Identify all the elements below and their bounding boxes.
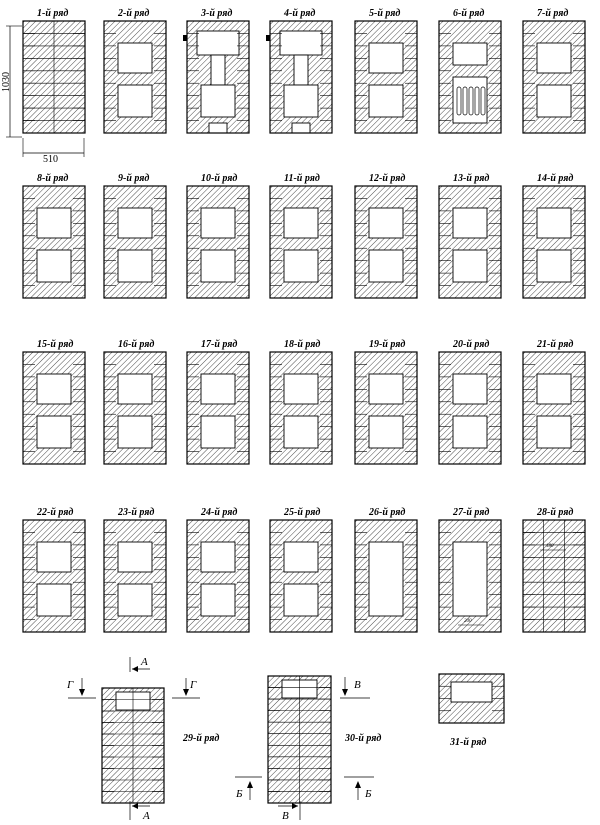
row-diagram xyxy=(355,186,417,298)
row-label: 16-й ряд xyxy=(118,339,155,350)
height-dimension xyxy=(1,26,22,137)
section-mark-a-top xyxy=(130,656,150,672)
row-label: 10-й ряд xyxy=(201,173,238,184)
row-diagram xyxy=(523,186,585,298)
row-diagram xyxy=(439,186,501,298)
row-diagram xyxy=(439,21,501,133)
row-label: 2-й ряд xyxy=(118,8,150,19)
row-label: 1-й ряд xyxy=(37,8,69,19)
row-label: 30-й ряд xyxy=(345,733,382,744)
row-label: 21-й ряд xyxy=(537,339,574,350)
section-mark-b-right xyxy=(344,777,374,800)
section-mark-g-right-label: Г xyxy=(190,679,197,691)
section-mark-g-right xyxy=(172,678,200,698)
row-label: 23-й ряд xyxy=(118,507,155,518)
row-diagram xyxy=(183,21,249,133)
row-diagram xyxy=(270,352,332,464)
row-diagram xyxy=(439,674,504,723)
row-diagram xyxy=(104,520,166,632)
row-diagram xyxy=(23,186,85,298)
section-mark-b-left xyxy=(235,777,262,800)
row-diagram xyxy=(523,520,585,632)
row-diagram xyxy=(187,352,249,464)
width-dimension-label: 510 xyxy=(43,154,58,165)
row-diagram xyxy=(23,352,85,464)
row-diagram xyxy=(268,676,331,803)
row-diagram xyxy=(523,21,585,133)
height-dimension-label: 1030 xyxy=(1,72,12,92)
row-label: 31-й ряд xyxy=(450,737,487,748)
opening-dimension-27-label: 200 xyxy=(464,619,472,624)
row-label: 26-й ряд xyxy=(369,507,406,518)
section-mark-b-left-label: Б xyxy=(236,788,243,800)
row-label: 18-й ряд xyxy=(284,339,321,350)
row-label: 22-й ряд xyxy=(37,507,74,518)
row-label: 20-й ряд xyxy=(453,339,490,350)
row-diagram xyxy=(104,352,166,464)
row-label: 27-й ряд xyxy=(453,507,490,518)
row-diagram xyxy=(23,21,85,133)
section-mark-g-left-label: Г xyxy=(67,679,74,691)
row-diagram xyxy=(355,21,417,133)
row-label: 15-й ряд xyxy=(37,339,74,350)
row-label: 13-й ряд xyxy=(453,173,490,184)
row-label: 8-й ряд xyxy=(37,173,69,184)
row-label: 28-й ряд xyxy=(537,507,574,518)
row-diagrams xyxy=(23,8,585,803)
row-diagram xyxy=(523,352,585,464)
row-diagram xyxy=(439,352,501,464)
row-diagram xyxy=(187,520,249,632)
row-label: 12-й ряд xyxy=(369,173,406,184)
opening-dimension-28-label: 180 xyxy=(546,544,554,549)
section-mark-v-bottom xyxy=(278,801,300,822)
row-label: 24-й ряд xyxy=(201,507,238,518)
row-label: 9-й ряд xyxy=(118,173,150,184)
row-label: 4-й ряд xyxy=(284,8,316,19)
row-label: 11-й ряд xyxy=(284,173,320,184)
row-diagram xyxy=(355,352,417,464)
row-label: 17-й ряд xyxy=(201,339,238,350)
row-diagram xyxy=(104,186,166,298)
row-diagram xyxy=(187,186,249,298)
width-dimension xyxy=(23,138,84,165)
row-diagram xyxy=(355,520,417,632)
row-diagram xyxy=(104,21,166,133)
row-diagram xyxy=(266,21,332,133)
row-diagram xyxy=(439,520,501,632)
section-mark-v-bottom-label: В xyxy=(282,810,289,822)
section-mark-a-bottom-label: А xyxy=(143,810,150,822)
row-diagram xyxy=(23,520,85,632)
row-label: 29-й ряд xyxy=(183,733,220,744)
section-mark-a-bottom xyxy=(130,801,150,822)
section-mark-v-top-label: В xyxy=(354,679,361,691)
section-mark-b-right-label: Б xyxy=(365,788,372,800)
section-mark-a-top-label: А xyxy=(141,656,148,668)
row-label: 3-й ряд xyxy=(201,8,233,19)
row-label: 14-й ряд xyxy=(537,173,574,184)
row-label: 19-й ряд xyxy=(369,339,406,350)
row-label: 7-й ряд xyxy=(537,8,569,19)
row-diagram xyxy=(102,688,164,803)
row-diagram xyxy=(270,520,332,632)
row-label: 6-й ряд xyxy=(453,8,485,19)
row-label: 5-й ряд xyxy=(369,8,401,19)
row-label: 25-й ряд xyxy=(284,507,321,518)
row-diagram xyxy=(270,186,332,298)
section-mark-v-top xyxy=(340,677,370,698)
section-mark-g-left xyxy=(66,678,96,698)
